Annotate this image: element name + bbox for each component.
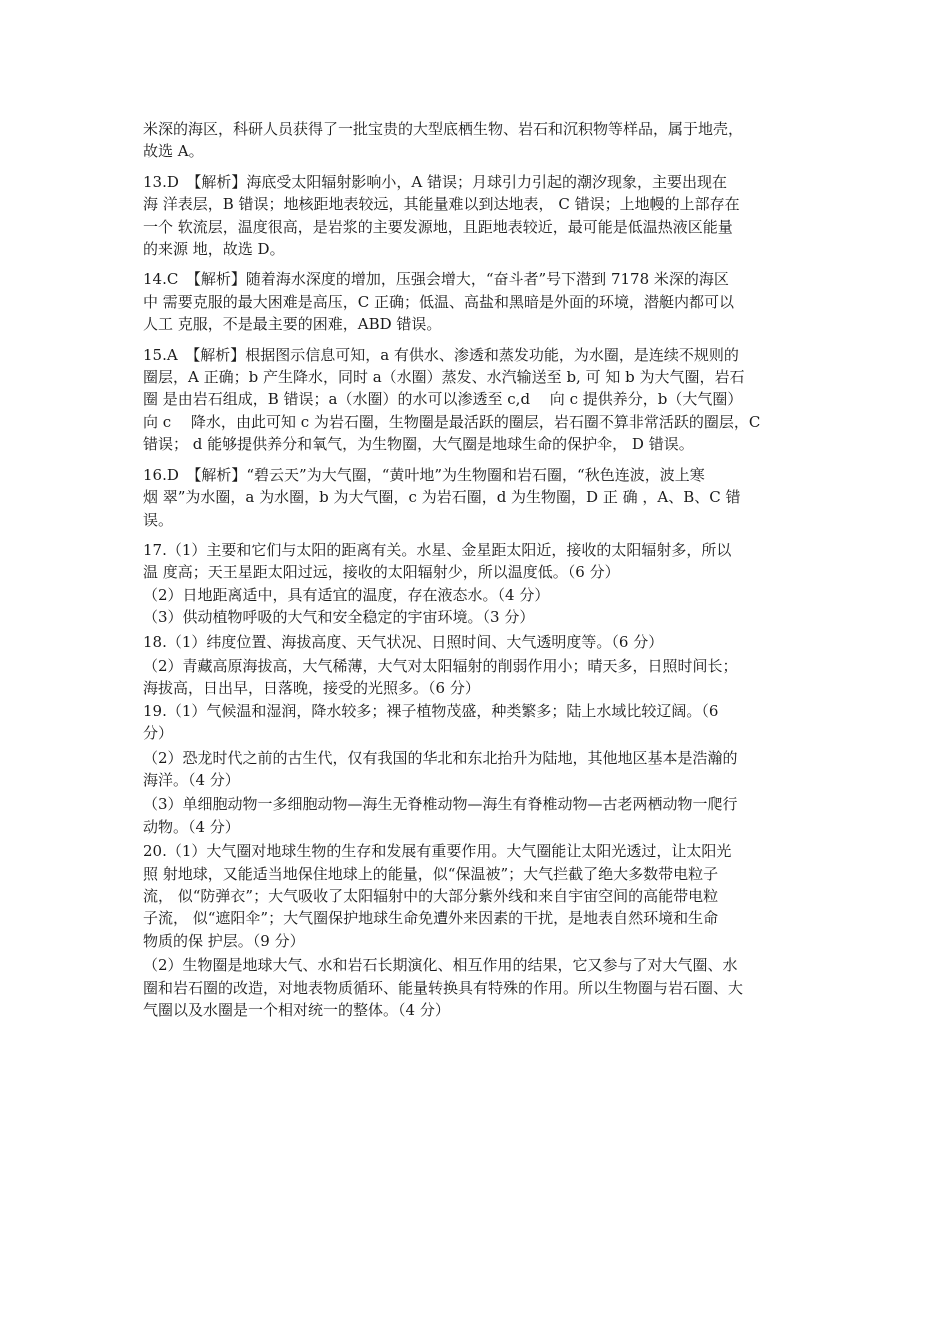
paragraph-q19-part3	[143, 793, 811, 838]
paragraph-q17-part3	[143, 606, 811, 628]
paragraph-q14	[143, 268, 811, 335]
text-line: 动物。（4 分）	[143, 817, 240, 836]
text-line: （3）单细胞动物一多细胞动物—海生无脊椎动物—海生有脊椎动物—古老两栖动物一爬行	[143, 795, 738, 814]
text-line: 海洋。（4 分）	[143, 770, 240, 789]
text-line: 流， 似“防弹衣”；大气吸收了太阳辐射中的大部分紫外线和来自宇宙空间的高能带电粒	[143, 887, 719, 905]
text-line: 的来源 地，故选 D。	[143, 240, 285, 259]
text-line: （2）青藏高原海拔高，大气稀薄，大气对太阳辐射的削弱作用小；晴天多，日照时间长；	[143, 656, 738, 675]
text-line: 分）	[143, 724, 174, 743]
text-line: 气圈以及水圈是一个相对统一的整体。（4 分）	[143, 1001, 450, 1020]
text-line: 20.（1）大气圈对地球生物的生存和发展有重要作用。大气圈能让太阳光透过，让太阳光	[143, 842, 732, 861]
text-line: 一个 软流层，温度很高，是岩浆的主要发源地，且距地表较近，最可能是低温热液区能量	[143, 217, 733, 236]
text-line: 圈和岩石圈的改造，对地表物质循环、能量转换具有特殊的作用。所以生物圈与岩石圈、大	[143, 978, 744, 997]
paragraph-q19-part2	[143, 747, 811, 792]
text-line: 错误； d 能够提供养分和氧气，为生物圈，大气圈是地球生命的保护伞， D 错误。	[143, 435, 694, 454]
paragraph-q15	[143, 344, 811, 456]
text-line: 子流， 似“遮阳伞”；大气圈保护地球生命免遭外来因素的干扰，是地表自然环境和生命	[143, 909, 719, 928]
text-line: 烟 翠”为水圈，a 为水圈，b 为大气圈，c 为岩石圈，d 为生物圈，D 正 确 ，A、B、C 错	[143, 488, 741, 507]
text-line: （2）恐龙时代之前的古生代，仅有我国的华北和东北抬升为陆地，其他地区基本是浩瀚的	[143, 748, 738, 767]
text-line: 人工 克服，不是最主要的困难，ABD 错误。	[143, 315, 442, 334]
text-line: 13.D 【解析】海底受太阳辐射影响小，A 错误；月球引力引起的潮汐现象，主要出现在	[143, 172, 727, 191]
text-line: （2）生物圈是地球大气、水和岩石长期演化、相互作用的结果，它又参与了对大气圈、水	[143, 956, 738, 975]
paragraph-q17-part2	[143, 584, 811, 606]
text-line: 故选 A。	[143, 142, 204, 161]
text-line: 18.（1）纬度位置、海拔高度、天气状况、日照时间、大气透明度等。（6 分）	[143, 632, 664, 651]
text-line: 温 度高；天王星距太阳过远，接收的太阳辐射少，所以温度低。（6 分）	[143, 563, 620, 582]
text-line: 15.A 【解析】根据图示信息可知，a 有供水、渗透和蒸发功能，为水圈，是连续不规则的	[143, 345, 739, 364]
text-line: 圈 是由岩石组成，B 错误；a（水圈）的水可以渗透至 c,d 向 c 提供养分，b（大气圈）	[143, 390, 743, 409]
text-line: 照 射地球，又能适当地保住地球上的能量，似“保温被”；大气拦截了绝大多数带电粒子	[143, 864, 719, 883]
paragraph-q16	[143, 464, 811, 531]
paragraph-q19-part1	[143, 700, 811, 745]
text-line: 海拔高，日出早，日落晚，接受的光照多。（6 分）	[143, 679, 480, 698]
text-line: 中 需要克服的最大困难是高压，C 正确；低温、高盐和黑暗是外面的环境，潜艇内都可以	[143, 292, 735, 311]
text-line: 米深的海区，科研人员获得了一批宝贵的大型底栖生物、岩石和沉积物等样品，属于地壳，	[143, 120, 744, 138]
text-line: 16.D 【解析】“碧云天”为大气圈，“黄叶地”为生物圈和岩石圈，“秋色连波，波上寒	[143, 465, 705, 484]
text-line: （2）日地距离适中，具有适宜的温度，存在液态水。（4 分）	[143, 585, 550, 604]
paragraph-q20-part2	[143, 954, 811, 1021]
answer-text-body	[143, 118, 811, 1021]
paragraph-q12-tail	[143, 118, 811, 163]
text-line: 14.C 【解析】随着海水深度的增加，压强会增大，“奋斗者”号下潜到 7178 米深的海区	[143, 270, 729, 289]
paragraph-q18-part2	[143, 655, 811, 700]
text-line: 17.（1）主要和它们与太阳的距离有关。水星、金星距太阳近，接收的太阳辐射多，所以	[143, 540, 732, 559]
text-line: 19.（1）气候温和湿润，降水较多；裸子植物茂盛，种类繁多；陆上水域比较辽阔。（6	[143, 701, 719, 720]
text-line: （3）供动植物呼吸的大气和安全稳定的宇宙环境。（3 分）	[143, 608, 535, 627]
text-line: 误。	[143, 510, 174, 529]
text-line: 物质的保 护层。（9 分）	[143, 931, 305, 950]
text-line: 圈层，A 正确；b 产生降水，同时 a（水圈）蒸发、水汽输送至 b, 可 知 b 为大气圈，岩石	[143, 368, 745, 387]
text-line: 海 洋表层，B 错误；地核距地表较远，其能量难以到达地表， C 错误；上地幔的上部存在	[143, 195, 740, 214]
paragraph-q13	[143, 171, 811, 261]
text-line: 向 c 降水，由此可知 c 为岩石圈，生物圈是最活跃的圈层，岩石圈不算非常活跃的圈层，C	[143, 412, 761, 431]
paragraph-q18-part1	[143, 631, 811, 653]
paragraph-q17-part1	[143, 539, 811, 584]
paragraph-q20-part1	[143, 840, 811, 952]
